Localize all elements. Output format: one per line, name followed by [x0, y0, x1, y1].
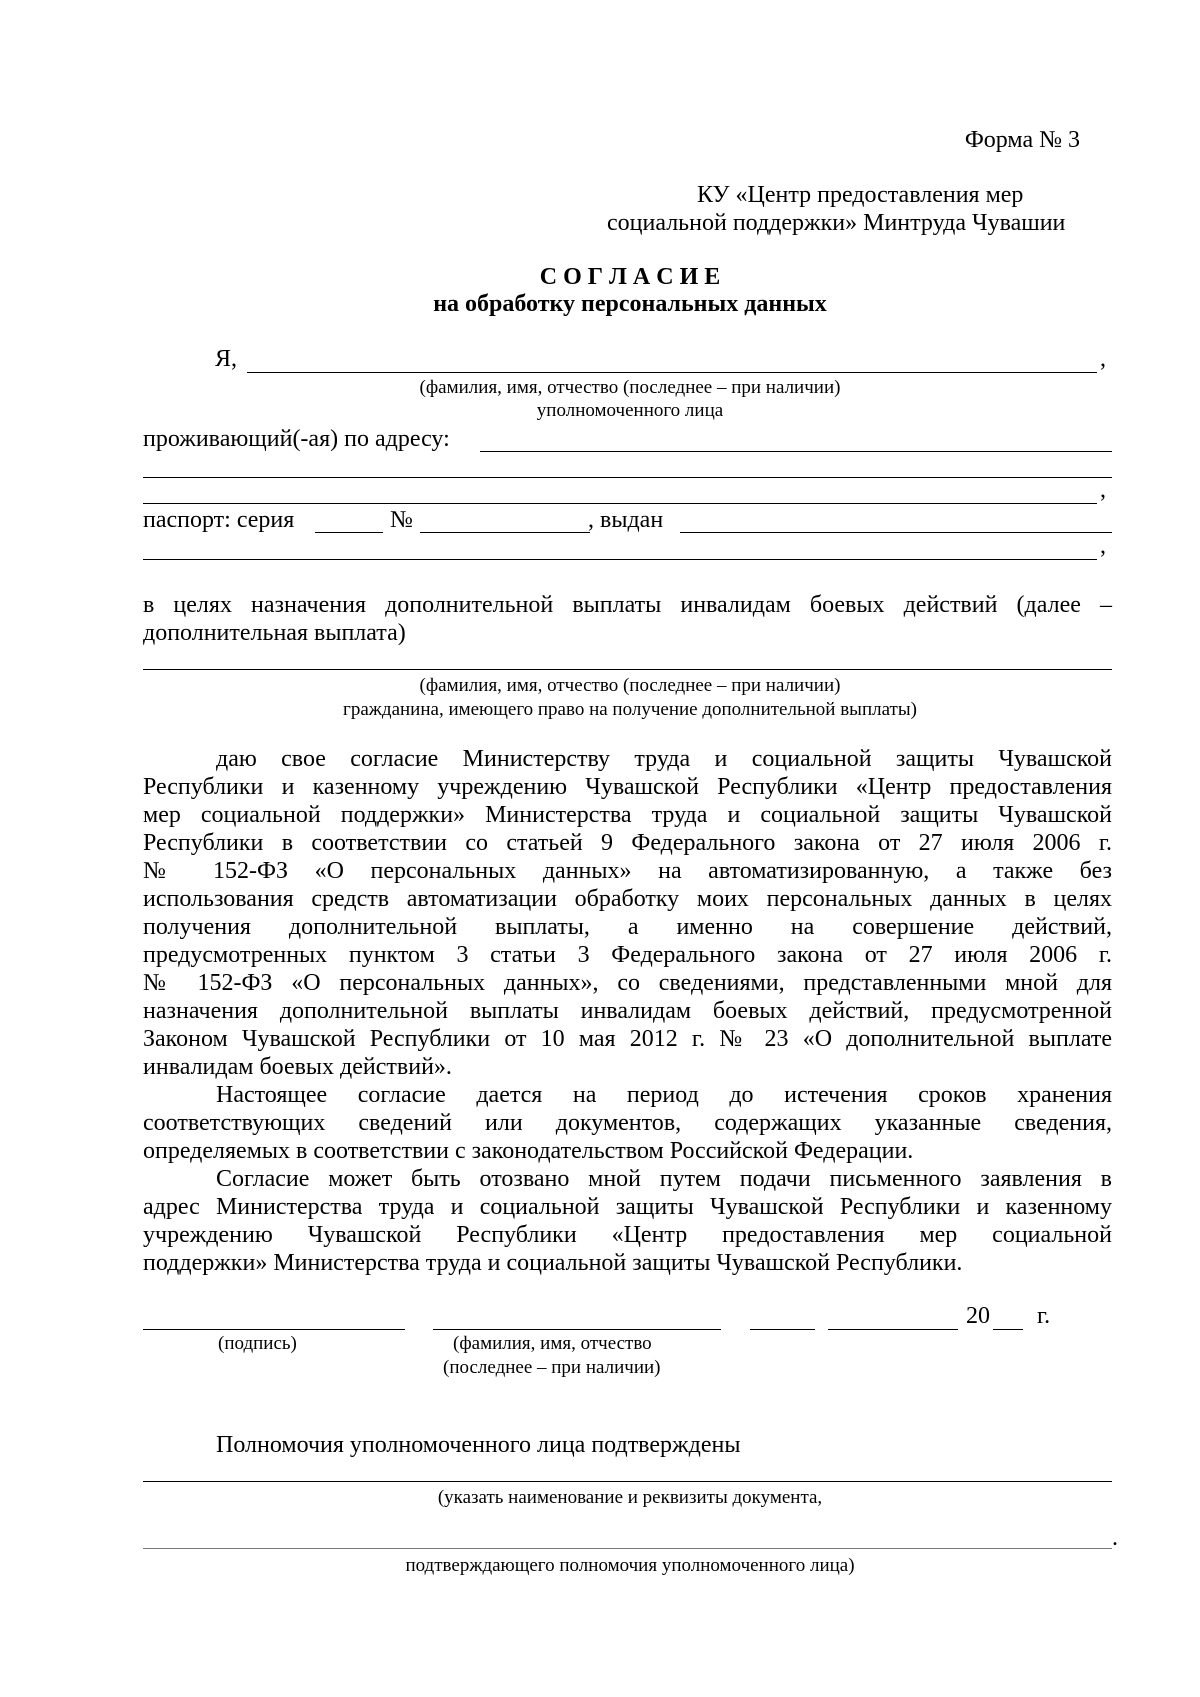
consent-line: Республики и казенному учреждению Чувашской Республики «Центр предоставления [143, 774, 1112, 800]
period-line: определяемых в соответствии с законодательством Российской Федерации. [143, 1138, 914, 1164]
document-subtitle: на обработку персональных данных [433, 291, 827, 317]
passport-series-label: паспорт: серия [143, 507, 295, 533]
authority-hint-1: (указать наименование и реквизиты документа, [437, 1487, 823, 1508]
consent-line: № 152-ФЗ «О персональных данных» на автоматизированную, а также без [143, 858, 1112, 884]
passport-series-field[interactable] [315, 532, 383, 533]
hint-authorized-line1: (фамилия, имя, отчество (последнее – при наличии) [419, 377, 841, 398]
field-i-label: Я, [215, 346, 238, 372]
consent-line: использования средств автоматизации обработку моих персональных данных в целях [143, 886, 1112, 912]
address-field-3[interactable] [143, 503, 1097, 504]
revoke-line: адрес Министерства труда и социальной защиты Чувашской Республики и казенному [143, 1194, 1112, 1220]
revoke-line: поддержки» Министерства труда и социальной защиты Чувашской Республики. [143, 1250, 963, 1276]
authority-label: Полномочия уполномоченного лица подтверждены [216, 1432, 741, 1458]
comma: , [1100, 477, 1106, 503]
hint-authorized-line2: уполномоченного лица [536, 400, 724, 421]
consent-line: даю свое согласие Министерству труда и социальной защиты Чувашской [216, 746, 1112, 772]
hint-citizen-line1: (фамилия, имя, отчество (последнее – при наличии) [419, 675, 841, 696]
passport-number-label: № [390, 507, 413, 533]
signature-field[interactable] [143, 1329, 405, 1330]
consent-line: Республики в соответствии со статьей 9 Федерального закона от 27 июля 2006 г. [143, 830, 1112, 856]
authority-document-field[interactable] [143, 1481, 1112, 1482]
authority-document-field-2[interactable] [143, 1548, 1112, 1549]
document-title: С О Г Л А С И Е [539, 264, 721, 290]
address-field-2[interactable] [143, 477, 1112, 478]
addressee-line2: социальной поддержки» Минтруда Чувашии [607, 210, 1066, 236]
authorized-name-field[interactable] [247, 372, 1097, 373]
consent-line: Законом Чувашской Республики от 10 мая 2012 г. № 23 «О дополнительной выплате [143, 1026, 1112, 1052]
name-hint-line2: (последнее – при наличии) [443, 1357, 661, 1378]
consent-line: назначения дополнительной выплаты инвалидам боевых действий, предусмотренной [143, 998, 1112, 1024]
name-hint-line1: (фамилия, имя, отчество [453, 1333, 652, 1354]
year-suffix: г. [1037, 1303, 1051, 1329]
consent-line: № 152-ФЗ «О персональных данных», со сведениями, представленными мной для [143, 970, 1112, 996]
purpose-line1: в целях назначения дополнительной выплаты инвалидам боевых действий (далее – [143, 592, 1112, 618]
signer-name-field[interactable] [433, 1329, 721, 1330]
date-year-field[interactable] [993, 1329, 1023, 1330]
period-line: Настоящее согласие дается на период до истечения сроков хранения [216, 1082, 1112, 1108]
date-month-field[interactable] [828, 1329, 958, 1330]
revoke-line: Согласие может быть отозвано мной путем подачи письменного заявления в [216, 1166, 1112, 1192]
addressee-line1: КУ «Центр предоставления мер [697, 182, 1024, 208]
consent-line: мер социальной поддержки» Министерства труда и социальной защиты Чувашской [143, 802, 1112, 828]
authority-hint-2: подтверждающего полномочия уполномоченного лица) [405, 1555, 855, 1576]
address-field-1[interactable] [480, 451, 1112, 452]
citizen-name-field[interactable] [143, 669, 1112, 670]
purpose-line2: дополнительная выплата) [143, 620, 406, 646]
passport-issued-field-2[interactable] [143, 559, 1097, 560]
passport-issued-label: , выдан [588, 507, 664, 533]
consent-line: инвалидам боевых действий». [143, 1054, 452, 1080]
year-prefix: 20 [966, 1303, 990, 1329]
address-label: проживающий(-ая) по адресу: [143, 426, 450, 452]
date-day-field[interactable] [750, 1329, 815, 1330]
passport-issued-field[interactable] [680, 532, 1112, 533]
revoke-line: учреждению Чувашской Республики «Центр предоставления мер социальной [143, 1222, 1112, 1248]
period-mark: . [1112, 1525, 1118, 1551]
comma: , [1100, 533, 1106, 559]
passport-number-field[interactable] [420, 532, 590, 533]
period-line: соответствующих сведений или документов, содержащих указанные сведения, [143, 1110, 1112, 1136]
consent-line: получения дополнительной выплаты, а именно на совершение действий, [143, 914, 1112, 940]
hint-citizen-line2: гражданина, имеющего право на получение дополнительной выплаты) [343, 699, 917, 720]
signature-hint: (подпись) [218, 1333, 297, 1354]
form-number: Форма № 3 [964, 127, 1080, 153]
consent-line: предусмотренных пунктом 3 статьи 3 Федерального закона от 27 июля 2006 г. [143, 942, 1112, 968]
comma: , [1100, 346, 1106, 372]
